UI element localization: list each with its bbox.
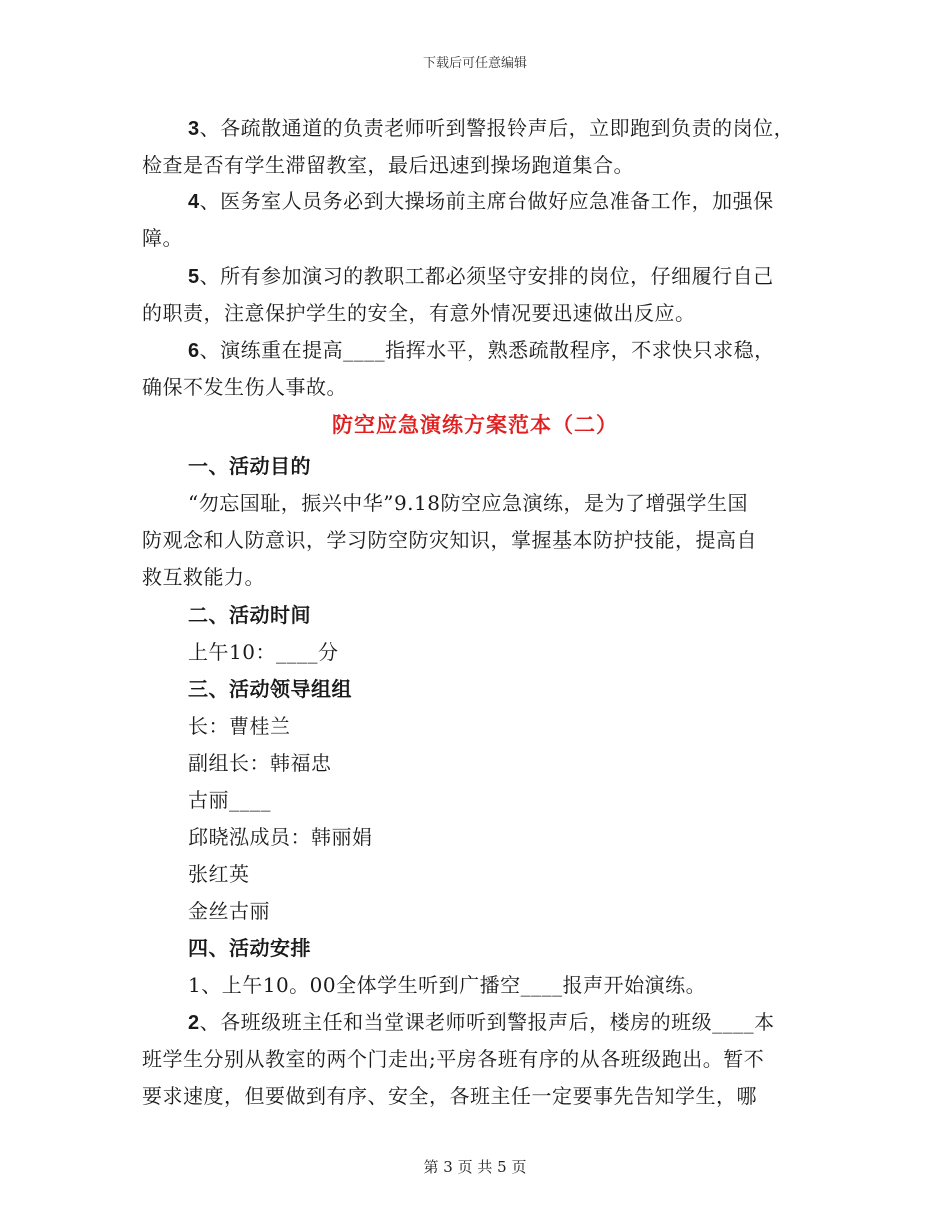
sec1-para-line-1: “勿忘国耻，振兴中华”9.18防空应急演练，是为了增强学生国 [188,491,748,515]
section-title: 防空应急演练方案范本（二） [332,412,618,437]
item-4-line-1: 4、医务室人员务必到大操场前主席台做好应急准备工作，加强保 [188,189,774,213]
sec4-item-1: 1、上午10。00全体学生听到广播空____报声开始演练。 [188,973,707,997]
item-3-line-1: 3、各疏散通道的负责老师听到警报铃声后，立即跑到负责的岗位， [188,116,795,140]
sec3-line-5: 张红英 [188,862,250,886]
sec4-item-2-line-3: 要求速度，但要做到有序、安全，各班主任一定要事先告知学生，哪 [142,1084,757,1108]
item-5-line-2: 的职责，注意保护学生的安全，有意外情况要迅速做出反应。 [142,301,696,325]
sec3-line-2: 副组长：韩福忠 [188,751,332,775]
sec1-para-line-2: 防观念和人防意识，学习防空防灾知识，掌握基本防护技能，提高自 [142,528,757,552]
page-footer: 第 3 页 共 5 页 [423,1158,527,1176]
sec3-line-1: 长：曹桂兰 [188,714,291,738]
item-4-line-2: 障。 [142,226,183,250]
sec4-item-2-line-2: 班学生分别从教室的两个门走出;平房各班有序的从各班级跑出。暂不 [142,1047,765,1071]
sec1-para-line-3: 救互救能力。 [142,565,265,589]
item-5-number: 5 [188,266,200,288]
sec3-heading: 三、活动领导组组 [188,677,352,701]
sec2-time: 上午10：____分 [188,640,339,664]
item-6-line-1: 6、演练重在提高____指挥水平，熟悉疏散程序，不求快只求稳， [188,338,775,362]
sec4-item-2-line-1: 2、各班级班主任和当堂课老师听到警报声后，楼房的班级____本 [188,1010,775,1034]
sec2-heading: 二、活动时间 [188,603,311,627]
sec1-heading: 一、活动目的 [188,454,311,478]
sec3-line-4: 邱晓泓成员：韩丽娟 [188,825,373,849]
sec4-item-2-number: 2 [188,1012,200,1034]
item-6-line-2: 确保不发生伤人事故。 [142,375,347,399]
item-6-number: 6 [188,340,200,362]
sec3-line-3: 古丽____ [188,788,271,812]
item-3-line-2: 检查是否有学生滞留教室，最后迅速到操场跑道集合。 [142,153,634,177]
sec4-heading: 四、活动安排 [188,936,311,960]
page-header: 下载后可任意编辑 [422,56,527,71]
item-3-number: 3 [188,118,200,140]
sec3-line-6: 金丝古丽 [188,899,270,923]
item-4-number: 4 [188,191,200,213]
item-5-line-1: 5、所有参加演习的教职工都必须坚守安排的岗位，仔细履行自己 [188,264,774,288]
